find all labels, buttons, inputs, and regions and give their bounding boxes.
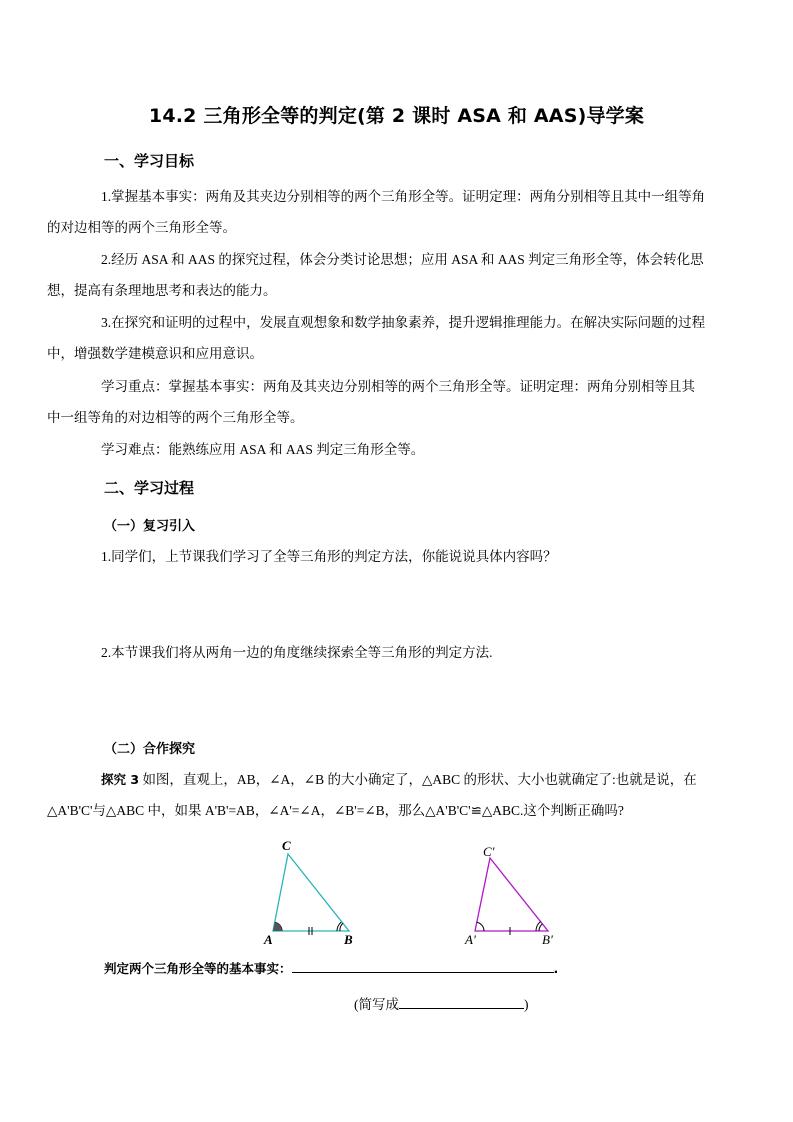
- angle-a1-arc: [477, 922, 484, 931]
- abbreviation-blank[interactable]: [399, 994, 524, 1009]
- basic-fact-line: [104, 958, 558, 977]
- goal-2: [47, 244, 720, 306]
- section-heading-goals: 一、学习目标: [104, 152, 195, 170]
- triangle-abc-figure: [258, 838, 368, 948]
- angle-b1-arc: [539, 924, 542, 931]
- explore-3: [47, 764, 720, 826]
- basic-fact-blank[interactable]: [292, 958, 554, 973]
- abbr-close: ): [524, 997, 529, 1012]
- key-point-line-1: 学习重点：掌握基本事实：两角及其夹边分别相等的两个三角形全等。证明定理：两角分别相等且其: [101, 379, 695, 394]
- abbr-open: (简写成: [354, 997, 399, 1012]
- goal-3-line-2: 中，增强数学建模意识和应用意识。: [47, 346, 263, 361]
- goal-2-line-1: 2.经历 ASA 和 AAS 的探究过程，体会分类讨论思想；应用 ASA 和 AAS 判定三角形全等，体会转化思: [101, 252, 704, 267]
- key-point-line-2: 中一组等角的对边相等的两个三角形全等。: [47, 410, 304, 425]
- explore-line-2: △A'B'C'与△ABC 中，如果 A'B'=AB，∠A'=∠A，∠B'=∠B，那么△A'B'C'≌△ABC.这个判断正确吗?: [47, 803, 624, 818]
- label-c1: C': [483, 844, 495, 859]
- label-a1: A': [465, 932, 476, 947]
- difficulty: 学习难点：能熟练应用 ASA 和 AAS 判定三角形全等。: [101, 442, 425, 457]
- goal-1-line-1: 1.掌握基本事实：两角及其夹边分别相等的两个三角形全等。证明定理：两角分别相等且其中一组等角: [101, 189, 706, 204]
- explore-label: 探究 3: [101, 772, 140, 787]
- label-b1: B': [542, 932, 553, 947]
- basic-fact-period: .: [553, 961, 559, 976]
- triangle-abc: [273, 854, 349, 935]
- label-b: B: [344, 932, 353, 947]
- subheading-review: （一）复习引入: [104, 519, 196, 534]
- basic-fact-label: 判定两个三角形全等的基本事实：: [104, 961, 292, 976]
- question-2: 2.本节课我们将从两角一边的角度继续探索全等三角形的判定方法.: [101, 645, 493, 660]
- angle-b-arc: [340, 923, 343, 931]
- triangle-a1b1c1: [475, 858, 548, 935]
- goal-1: [47, 181, 720, 243]
- section-heading-process: 二、学习过程: [104, 479, 195, 497]
- goal-3-line-1: 3.在探究和证明的过程中，发展直观想象和数学抽象素养，提升逻辑推理能力。在解决实际问题的过程: [101, 315, 706, 330]
- subheading-explore: （二）合作探究: [104, 742, 196, 757]
- abbreviation-line: [354, 993, 529, 1013]
- page-title: 14.2 三角形全等的判定(第 2 课时 ASA 和 AAS)导学案: [148, 105, 645, 127]
- goal-1-line-2: 的对边相等的两个三角形全等。: [47, 220, 236, 235]
- label-c: C: [282, 838, 291, 853]
- triangle-a1b1c1-figure: [462, 838, 572, 948]
- goal-2-line-2: 想，提高有条理地思考和表达的能力。: [47, 283, 277, 298]
- goal-3: [47, 307, 720, 369]
- explore-line-1: 如图，直观上，AB，∠A，∠B 的大小确定了，△ABC 的形状、大小也就确定了:也就是说，在: [142, 772, 697, 787]
- label-a: A: [264, 932, 273, 947]
- question-1: 1.同学们，上节课我们学习了全等三角形的判定方法，你能说说具体内容吗？: [101, 549, 557, 564]
- key-point: [47, 371, 720, 433]
